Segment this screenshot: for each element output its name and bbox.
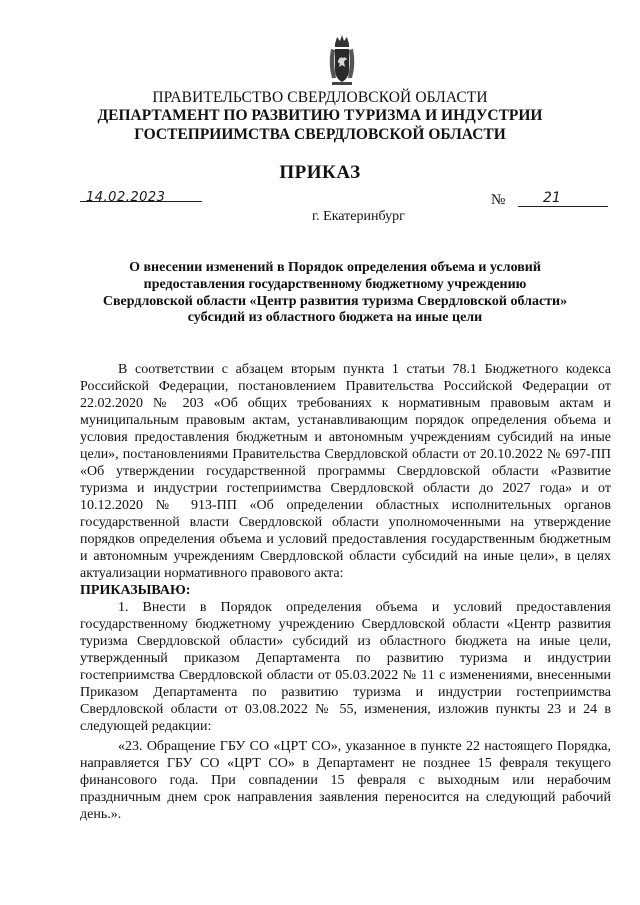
coat-of-arms-icon — [328, 34, 356, 88]
government-name: ПРАВИТЕЛЬСТВО СВЕРДЛОВСКОЙ ОБЛАСТИ — [152, 89, 488, 106]
city: г. Екатеринбург — [312, 209, 405, 224]
document-title: ПРИКАЗ — [279, 162, 361, 183]
number-underline — [518, 206, 608, 207]
preamble-paragraph: В соответствии с абзацем вторым пункта 1 статьи 78.1 Бюджетного кодекса Российской Федерации, постановлением Правительства Российской Федерации от 22.02.2020 № 203 «Об общих требованиях к нормативным правовым актам и муниципальным правовым актам, устанавливающим порядок определения объема и условия предоставления бюджетным и автономным учреждениям субсидий на иные цели», постановлениями Правительства Свердловской области от 20.10.2022 № 697-ПП «Об утверждении государственной программы Свердловской области «Развитие туризма и индустрии гостеприимства Свердловской области до 2027 года» и от 10.12.2020 № 913-ПП «Об определении областных исполнительных органов государственной власти Свердловской области уполномоченными на утверждение порядков определения объема и условий предоставления государственным бюджетным и автономным учреждениям Свердловской области субсидий на иные цели», в целях актуализации нормативного правового акта: — [80, 362, 611, 581]
subject-line: О внесении изменений в Порядок определения объема и условий — [129, 260, 541, 275]
document-date: 14.02.2023 — [86, 190, 166, 205]
subject-line: Свердловской области «Центр развития туризма Свердловской области» — [102, 293, 568, 309]
department-name-line2: ГОСТЕПРИИМСТВА СВЕРДЛОВСКОЙ ОБЛАСТИ — [134, 126, 506, 143]
document-number: 21 — [543, 190, 561, 206]
department-name-line1: ДЕПАРТАМЕНТ ПО РАЗВИТИЮ ТУРИЗМА И ИНДУСТРИИ — [97, 107, 543, 124]
document-subject — [70, 260, 600, 327]
quoted-point-23: «23. Обращение ГБУ СО «ЦРТ СО», указанное в пункте 22 настоящего Порядка, направляется ГБУ СО «ЦРТ СО» в Департамент не позднее 15 февраля текущего финансового года. При совпадении 15 февраля с выходным или нерабочим праздничным днем срок направления заявления переносится на следующий рабочий день.». — [80, 739, 611, 822]
date-underline — [80, 201, 202, 202]
order-word: ПРИКАЗЫВАЮ: — [80, 583, 191, 598]
subject-line: предоставления государственному бюджетному учреждению — [143, 276, 527, 292]
subject-line: субсидий из областного бюджета на иные цели — [187, 310, 483, 326]
number-label: № — [491, 192, 506, 208]
document-body — [80, 361, 611, 823]
item-1-paragraph: 1. Внести в Порядок определения объема и условий предоставления государственному бюджетному учреждению Свердловской области «Центр развития туризма Свердловской области» субсидий из областного бюджета на иные цели, утвержденный приказом Департамента по развитию туризма и индустрии гостеприимства Свердловской области от 05.03.2022 № 11 с изменениями, внесенными Приказом Департамента по развитию туризма и индустрии гостеприимства Свердловской области от 03.08.2022 № 55, изменения, изложив пункты 23 и 24 в следующей редакции: — [80, 600, 611, 734]
